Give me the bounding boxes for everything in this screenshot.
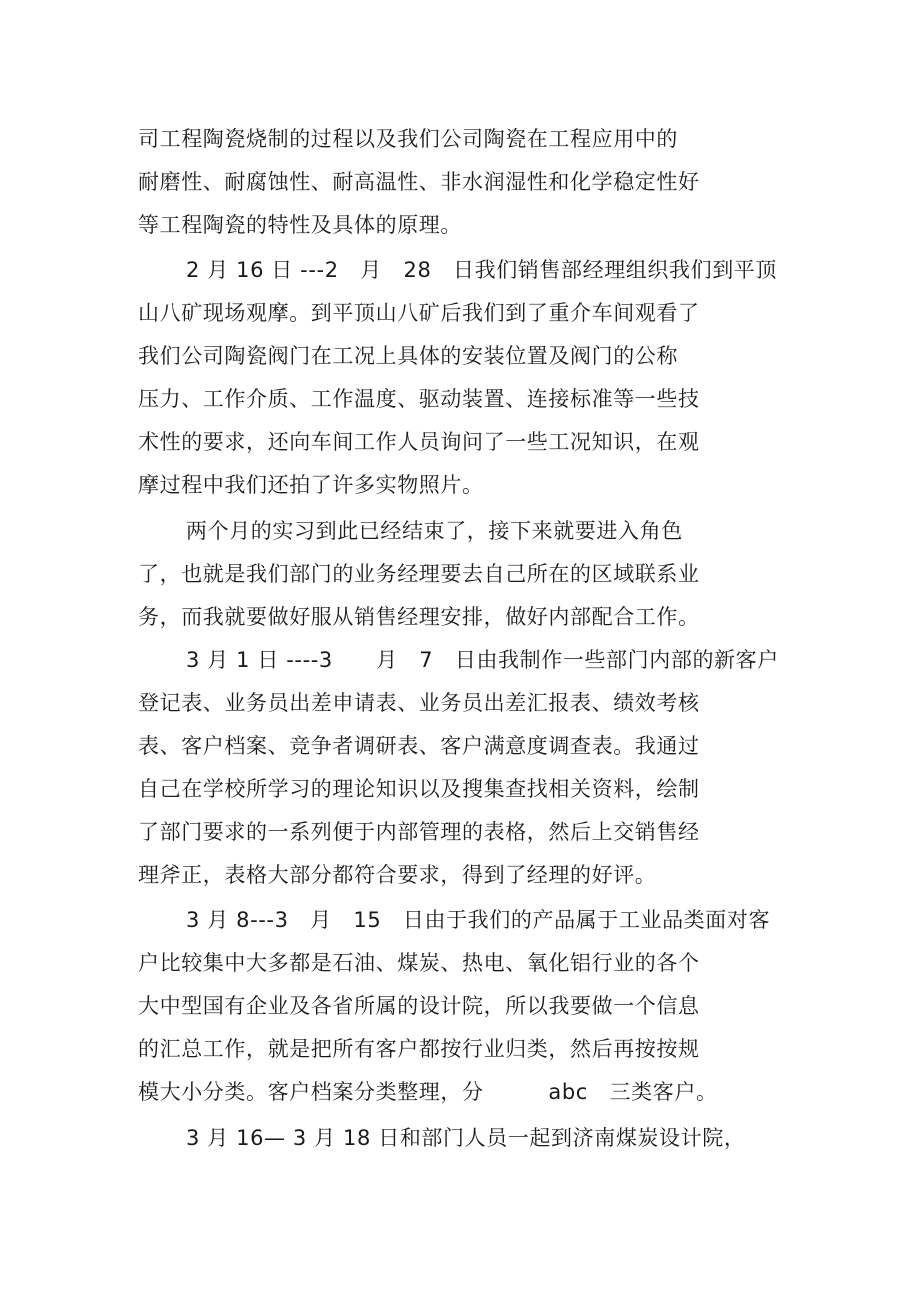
text-line: 了，也就是我们部门的业务经理要去自己所在的区域联系业 [138, 562, 700, 586]
paragraph-start-line: 2 月 16 日 ---2 月 28 日我们销售部经理组织我们到平顶 [186, 258, 777, 282]
text-line: 我们公司陶瓷阀门在工况上具体的安装位置及阀门的公称 [138, 344, 678, 368]
paragraph-start-line: 3 月 8---3 月 15 日由于我们的产品属于工业品类面对客 [186, 908, 771, 932]
text-line: 压力、工作介质、工作温度、驱动装置、连接标准等一些技 [138, 387, 700, 411]
text-line: 大中型国有企业及各省所属的设计院，所以我要做一个信息 [138, 994, 700, 1018]
text-line: 务，而我就要做好服从销售经理安排，做好内部配合工作。 [138, 605, 700, 629]
text-line: 司工程陶瓷烧制的过程以及我们公司陶瓷在工程应用中的 [138, 127, 678, 151]
paragraph-start-line: 两个月的实习到此已经结束了，接下来就要进入角色 [186, 519, 683, 543]
text-line: 理斧正，表格大部分都符合要求，得到了经理的好评。 [138, 863, 657, 887]
text-line: 术性的要求，还向车间工作人员询问了一些工况知识，在观 [138, 430, 700, 454]
text-line: 表、客户档案、竞争者调研表、客户满意度调查表。我通过 [138, 734, 700, 758]
text-line: 摩过程中我们还拍了许多实物照片。 [138, 473, 484, 497]
text-line: 自己在学校所学习的理论知识以及搜集查找相关资料，绘制 [138, 777, 700, 801]
paragraph-start-line: 3 月 16— 3 月 18 日和部门人员一起到济南煤炭设计院， [186, 1126, 746, 1150]
text-line: 山八矿现场观摩。到平顶山八矿后我们到了重介车间观看了 [138, 301, 700, 325]
text-line: 了部门要求的一系列便于内部管理的表格，然后上交销售经 [138, 820, 700, 844]
text-line: 的汇总工作，就是把所有客户都按行业归类，然后再按按规 [138, 1037, 700, 1061]
text-line: 登记表、业务员出差申请表、业务员出差汇报表、绩效考核 [138, 691, 700, 715]
text-line: 模大小分类。客户档案分类整理，分 abc 三类客户。 [138, 1080, 718, 1104]
text-line: 等工程陶瓷的特性及具体的原理。 [138, 213, 462, 237]
text-line: 耐磨性、耐腐蚀性、耐高温性、非水润湿性和化学稳定性好 [138, 170, 700, 194]
text-line: 户比较集中大多都是石油、煤炭、热电、氧化铝行业的各个 [138, 951, 700, 975]
paragraph-start-line: 3 月 1 日 ----3 月 7 日由我制作一些部门内部的新客户 [186, 648, 779, 672]
